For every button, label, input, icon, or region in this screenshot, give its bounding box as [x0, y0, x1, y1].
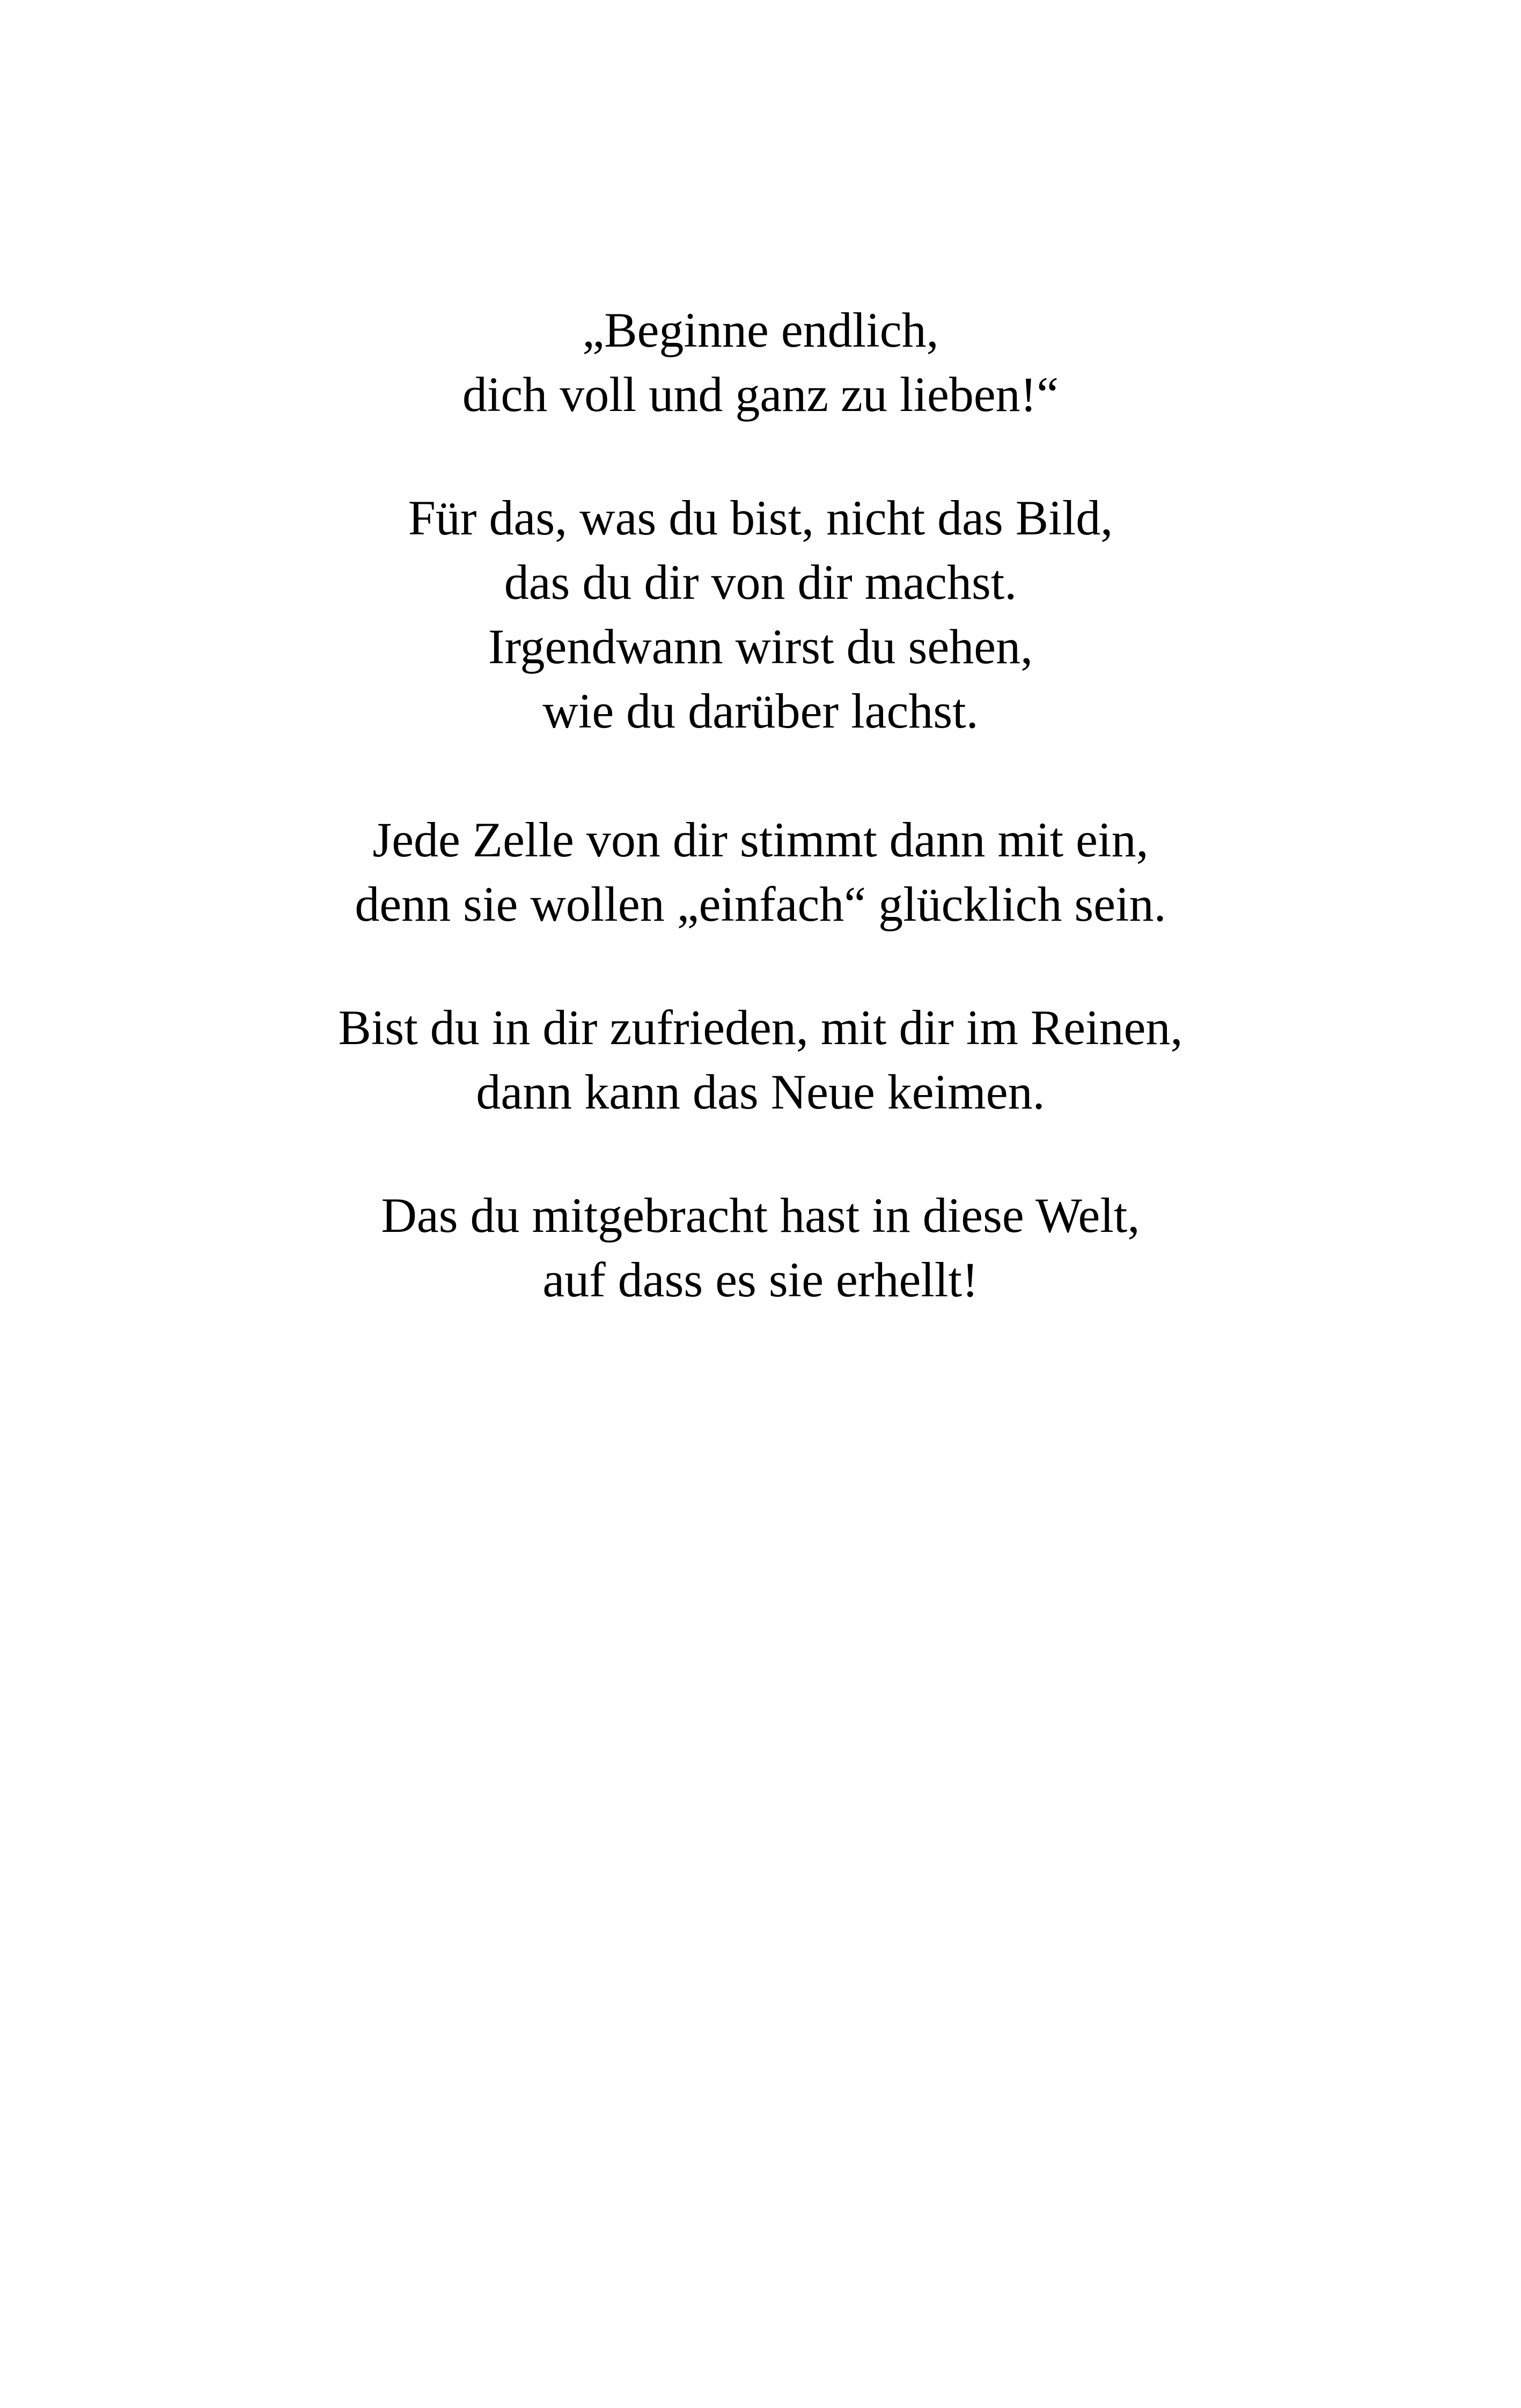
poem-line: denn sie wollen „einfach“ glücklich sein. [355, 877, 1166, 931]
stanza-4 [0, 995, 1521, 1124]
stanza-1 [0, 298, 1521, 427]
poem-line: dann kann das Neue keimen. [476, 1064, 1045, 1119]
poem-line: Bist du in dir zufrieden, mit dir im Reinen, [338, 1000, 1183, 1055]
poem-line: Jede Zelle von dir stimmt dann mit ein, [372, 812, 1149, 867]
stanza-3 [0, 807, 1521, 936]
poem-line: Irgendwann wirst du sehen, [488, 619, 1033, 674]
poem-line: dich voll und ganz zu lieben!“ [462, 367, 1059, 422]
poem-line: auf dass es sie erhellt! [542, 1252, 979, 1307]
poem-line: Für das, was du bist, nicht das Bild, [408, 490, 1113, 545]
stanza-5 [0, 1183, 1521, 1312]
poem [0, 298, 1521, 1312]
stanza-2 [0, 486, 1521, 743]
poem-line: Das du mitgebracht hast in diese Welt, [381, 1188, 1140, 1243]
poem-line: wie du darüber lachst. [542, 684, 979, 738]
poem-line: das du dir von dir machst. [504, 555, 1017, 610]
poem-line: „Beginne endlich, [582, 303, 939, 357]
